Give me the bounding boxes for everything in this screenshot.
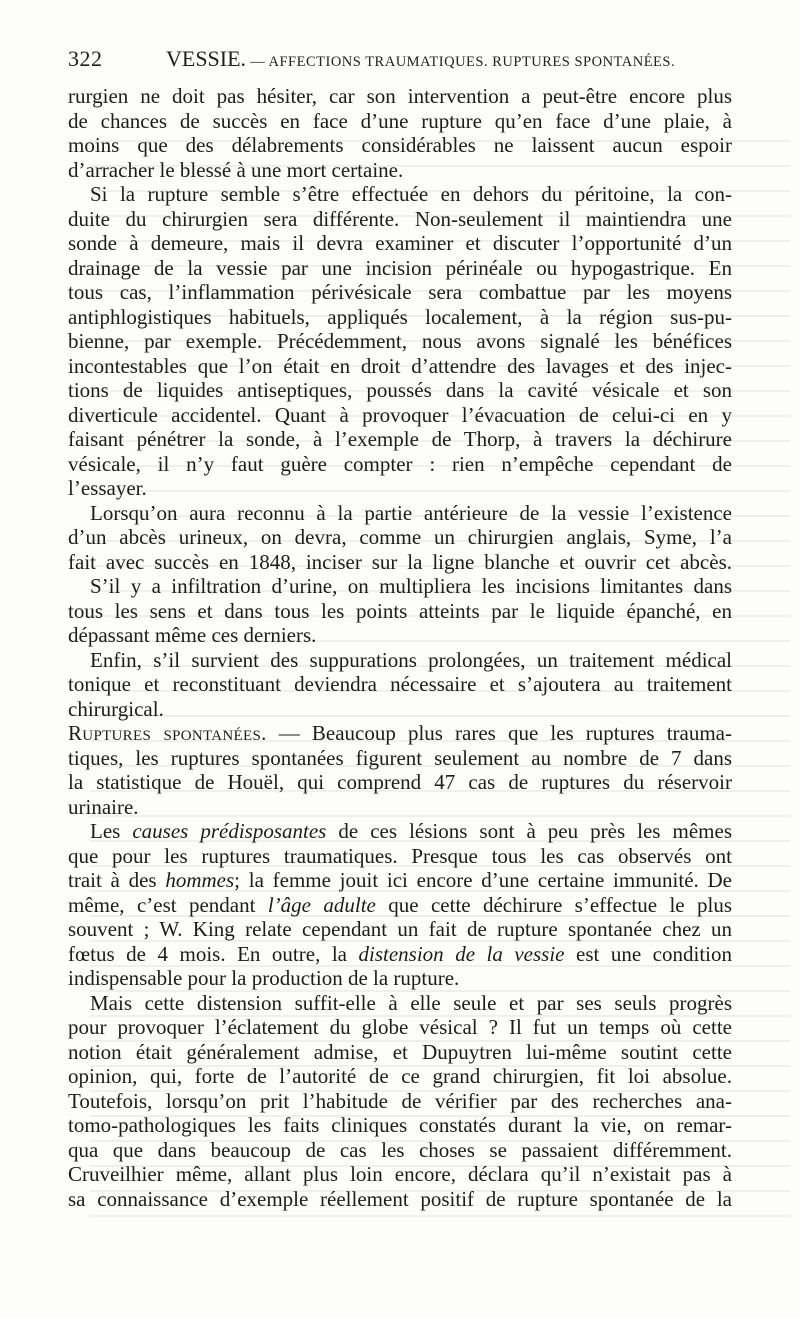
text-line: faisant pénétrer la sonde, à l’exemple de Thorp, à travers la déchirure xyxy=(68,427,732,451)
text-line: notion était généralement admise, et Dupuytren lui-même soutint cette xyxy=(68,1039,732,1064)
text-line: d’arracher le blessé à une mort certaine. xyxy=(68,157,404,182)
text-line: rurgien ne doit pas hésiter, car son intervention a peut-être encore plus xyxy=(68,84,732,108)
italic-distension-vessie: distension de la vessie xyxy=(358,941,565,966)
page-number: 322 xyxy=(68,46,103,71)
text-line: Lorsqu’on aura reconnu à la partie antérieure de la vessie l’existence xyxy=(90,500,732,525)
text-line: moins que des délabrements considérables ne laissent aucun espoir xyxy=(68,133,732,157)
text-line: que pour les ruptures traumatiques. Presque tous les cas observés ont xyxy=(68,843,732,868)
text-fragment: fœtus de 4 mois. En outre, la xyxy=(68,941,359,966)
running-title-main: VESSIE. xyxy=(166,46,247,71)
running-header xyxy=(68,46,732,76)
text-line xyxy=(68,942,732,967)
text-line: la statistique de Houël, qui comprend 47 cas de ruptures du réservoir xyxy=(68,770,732,794)
body-text xyxy=(68,84,732,1211)
text-line: d’un abcès urineux, on devra, comme un chirurgien anglais, Syme, l’a xyxy=(68,525,732,549)
italic-hommes: hommes xyxy=(165,868,235,892)
text-line: souvent ; W. King relate cependant un fait de rupture spontanée chez un xyxy=(68,917,732,941)
text-fragment: même, c’est pendant xyxy=(68,892,268,917)
text-line-tail: est une condition xyxy=(564,941,732,966)
text-line: antiphlogistiques habituels, appliqués localement, à la région sus-pu- xyxy=(68,304,732,329)
text-line: vésicale, il n’y faut guère compter : rien n’empêche cependant de xyxy=(68,451,732,476)
text-line: S’il y a infiltration d’urine, on multipliera les incisions limitantes dans xyxy=(90,574,732,598)
text-line: pour provoquer l’éclatement du globe vésical ? Il fut un temps où cette xyxy=(68,1015,732,1039)
italic-age-adulte: l’âge adulte xyxy=(267,892,376,917)
text-line: indispensable pour la production de la rupture. xyxy=(68,966,460,990)
text-line: tonique et reconstituant deviendra nécessaire et s’ajoutera au traitement xyxy=(68,672,732,696)
text-line: bienne, par exemple. Précédemment, nous avons signalé les bénéfices xyxy=(68,329,732,353)
text-line xyxy=(68,721,732,746)
text-line: tions de liquides antiseptiques, poussés dans la cavité vésicale et son xyxy=(68,378,732,402)
text-line: tous cas, l’inflammation périvésicale sera combattue par les moyens xyxy=(68,280,732,304)
text-line-tail: de ces lésions sont à peu près les mêmes xyxy=(338,819,732,843)
text-line xyxy=(68,819,732,844)
text-line: tous les sens et dans tous les points atteints par le liquide épanché, en xyxy=(68,598,732,623)
text-line: incontestables que l’on était en droit d’attendre des lavages et des injec- xyxy=(68,353,732,378)
text-line: tomo-pathologiques les faits cliniques constatés durant la vie, on remar- xyxy=(68,1113,732,1137)
text-line: dépassant même ces derniers. xyxy=(68,623,317,647)
running-title-sub: AFFECTIONS TRAUMATIQUES. RUPTURES SPONTANÉES. xyxy=(268,54,676,70)
text-fragment: trait à des xyxy=(68,868,166,892)
text-line: urinaire. xyxy=(68,794,139,819)
text-line: drainage de la vessie par une incision périnéale ou hypogastrique. En xyxy=(68,255,732,280)
text-line: fait avec succès en 1848, inciser sur la ligne blanche et ouvrir cet abcès. xyxy=(68,549,732,574)
text-line: de chances de succès en face d’une rupture qu’en face d’une plaie, à xyxy=(68,108,732,133)
text-line: opinion, qui, forte de l’autorité de ce grand chirurgien, fit loi absolue. xyxy=(68,1064,732,1088)
text-line: sa connaissance d’exemple réellement positif de rupture spontanée de la xyxy=(68,1186,732,1211)
text-line xyxy=(68,868,732,893)
text-line xyxy=(68,893,732,918)
text-line: diverticule accidentel. Quant à provoquer l’évacuation de celui-ci en y xyxy=(68,402,732,427)
text-line-tail: ; la femme jouit ici encore d’une certaine immunité. De xyxy=(234,868,733,892)
running-title-separator: — xyxy=(246,54,269,70)
text-line-tail: — Beaucoup plus rares que les ruptures trauma- xyxy=(278,721,733,745)
text-line: Mais cette distension suffit-elle à elle seule et par ses seuls progrès xyxy=(90,990,732,1015)
text-line: Si la rupture semble s’être effectuée en dehors du péritoine, la con- xyxy=(90,182,732,206)
text-line: l’essayer. xyxy=(68,476,147,500)
text-line: sonde à demeure, mais il devra examiner et discuter l’opportunité d’un xyxy=(68,231,732,255)
text-line: duite du chirurgien sera différente. Non-seulement il maintiendra une xyxy=(68,206,732,231)
text-line: Enfin, s’il survient des suppurations prolongées, un traitement médical xyxy=(90,647,732,672)
text-line: Toutefois, lorsqu’on prit l’habitude de vérifier par des recherches ana- xyxy=(68,1088,732,1113)
running-title xyxy=(166,46,675,72)
italic-causes-predisposantes: causes prédisposantes xyxy=(132,819,327,843)
text-line: chirurgical. xyxy=(68,696,164,721)
section-heading-ruptures-spontanees: Ruptures spontanées. xyxy=(68,721,267,745)
text-line: Cruveilhier même, allant plus loin encore, déclara qu’il n’existait pas à xyxy=(68,1162,732,1186)
text-line: tiques, les ruptures spontanées figurent seulement au nombre de 7 dans xyxy=(68,745,732,770)
text-fragment: Les xyxy=(90,819,133,843)
text-line-tail: que cette déchirure s’effectue le plus xyxy=(375,892,732,917)
text-line: qua que dans beaucoup de cas les choses se passaient différemment. xyxy=(68,1137,732,1162)
